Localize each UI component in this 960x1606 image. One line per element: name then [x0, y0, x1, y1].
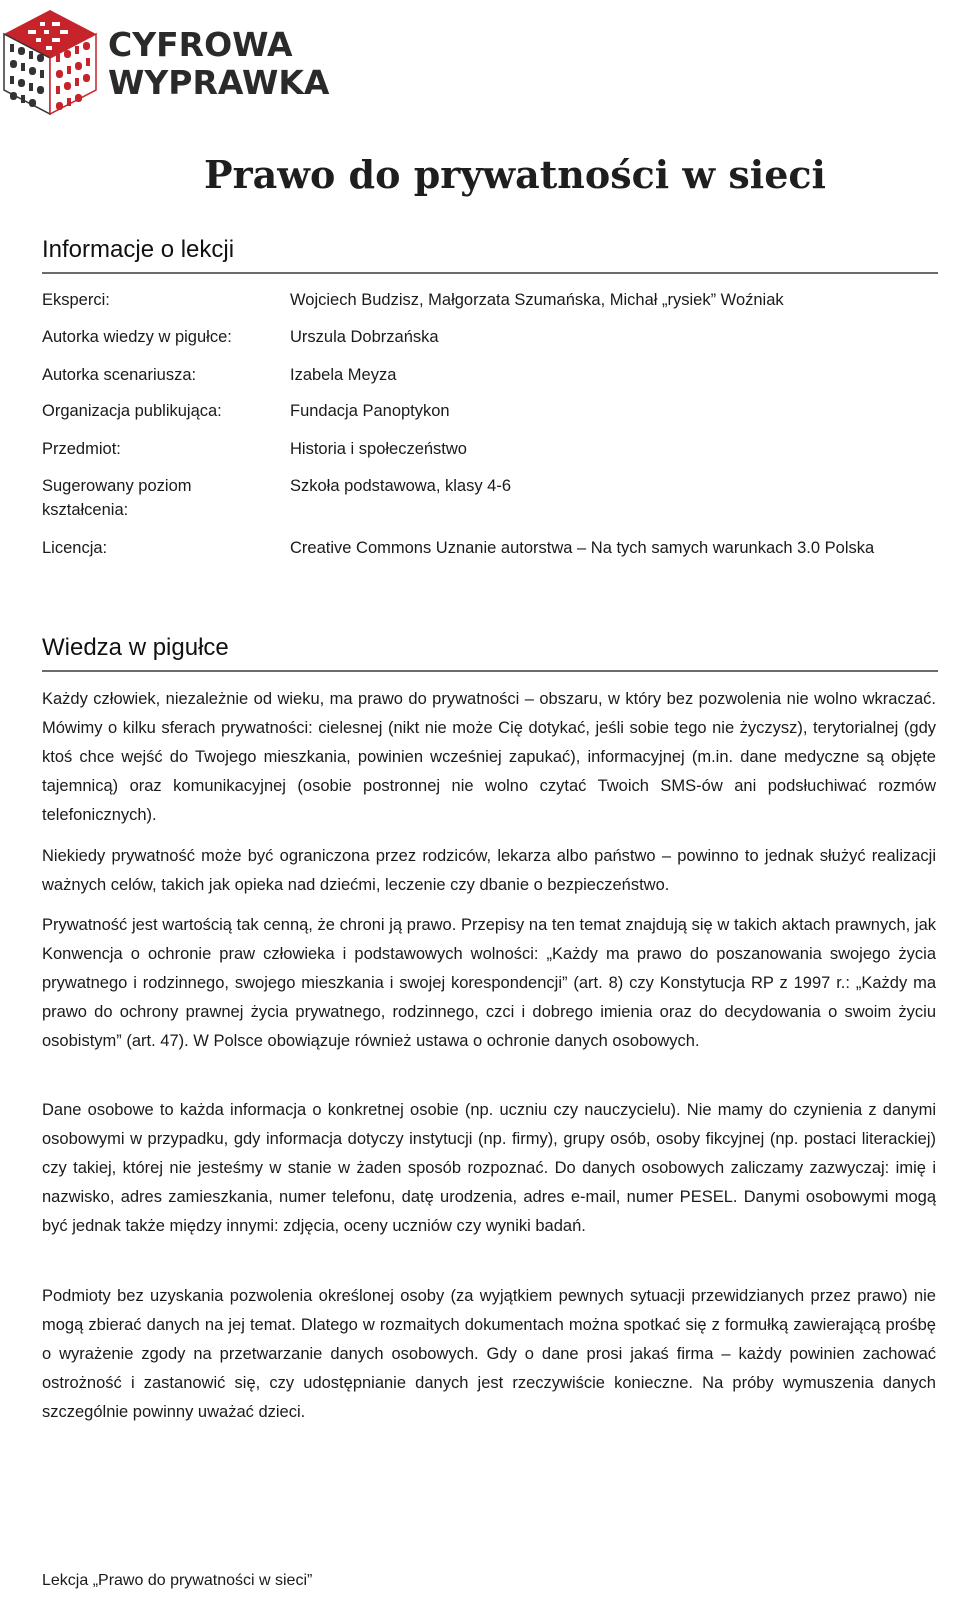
info-label: Autorka wiedzy w pigułce: — [42, 328, 232, 346]
info-label: Eksperci: — [42, 291, 110, 309]
logo-cube-icon — [0, 6, 100, 118]
info-value: Historia i społeczeństwo — [290, 440, 467, 458]
paragraph: Każdy człowiek, niezależnie od wieku, ma prawo do prywatności – obszaru, w który bez pozwolenia nie wolno wkraczać. Mówimy o kilku sferach prywatności: cielesnej (nikt nie może Cię dotykać, jeśli sobie tego nie życzysz), terytorialnej (gdy ktoś chce wejść do Twojego mieszkania, powinien wcześniej zapukać), informacyjnej (m.in. dane medyczne są objęte tajemnicą) oraz komunikacyjnej (osobie postronnej nie wolno czytać Twoich SMS-ów ani podsłuchiwać rozmów telefonicznych). — [42, 690, 936, 824]
page-footer: Lekcja „Prawo do prywatności w sieci” — [42, 1572, 313, 1589]
info-label: Autorka scenariusza: — [42, 366, 197, 384]
info-value: Wojciech Budzisz, Małgorzata Szumańska, Michał „rysiek” Woźniak — [290, 291, 784, 309]
info-label: Przedmiot: — [42, 440, 121, 458]
info-label: Sugerowany poziom kształcenia: — [42, 477, 192, 519]
info-value: Izabela Meyza — [290, 366, 397, 384]
page-title: Prawo do prywatności w sieci — [204, 152, 826, 197]
cyfrowa-wyprawka-logo — [0, 6, 330, 124]
info-value: Fundacja Panoptykon — [290, 402, 450, 420]
paragraph: Podmioty bez uzyskania pozwolenia określonej osoby (za wyjątkiem pewnych sytuacji przewidzianych przez prawo) nie mogą zbierać danych na jej temat. Dlatego w rozmaitych dokumentach można spotkać się z formułką zawierającą prośbę o wyrażenie zgody na przetwarzanie danych osobowych. Gdy o dane prosi jakaś firma – każdy powinien zachować ostrożność i zastanowić się, czy udostępnianie danych jest rzeczywiście konieczne. Na próby wymuszenia danych szczególnie powinny uważać dzieci. — [42, 1287, 936, 1421]
knowledge-section-heading: Wiedza w pigułce — [42, 634, 938, 672]
info-value: Szkoła podstawowa, klasy 4-6 — [290, 477, 512, 495]
logo-line-1: CYFROWA — [108, 25, 293, 64]
paragraph: Dane osobowe to każda informacja o konkretnej osobie (np. uczniu czy nauczycielu). Nie mamy do czynienia z danymi osobowymi w przypadku, gdy informacja dotyczy instytucji (np. firmy), grupy osób, osoby fikcyjnej (np. postaci literackiej) czy takiej, której nie jesteśmy w stanie w żaden sposób rozpoznać. Do danych osobowych zaliczamy zazwyczaj: imię i nazwisko, adres zamieszkania, numer telefonu, datę urodzenia, adres e-mail, numer PESEL. Danymi osobowymi mogą być jednak także między innymi: zdjęcia, oceny uczniów czy wyniki badań. — [42, 1101, 936, 1235]
info-label: Organizacja publikująca: — [42, 402, 222, 420]
info-value: Creative Commons Uznanie autorstwa – Na tych samych warunkach 3.0 Polska — [290, 539, 875, 557]
logo-line-2: WYPRAWKA — [108, 63, 330, 102]
paragraph: Niekiedy prywatność może być ograniczona przez rodziców, lekarza albo państwo – powinno to jednak służyć realizacji ważnych celów, takich jak opieka nad dziećmi, leczenie czy dbanie o bezpieczeństwo. — [42, 847, 936, 894]
info-value: Urszula Dobrzańska — [290, 328, 439, 346]
info-section-heading: Informacje o lekcji — [42, 236, 938, 274]
info-label: Licencja: — [42, 539, 108, 557]
paragraph: Prywatność jest wartością tak cenną, że chroni ją prawo. Przepisy na ten temat znajdują się w takich aktach prawnych, jak Konwencja o ochronie praw człowieka i podstawowych wolności: „Każdy ma prawo do poszanowania swojego życia prywatnego i rodzinnego, swojego mieszkania i swojej korespondencji” (art. 8) czy Konstytucja RP z 1997 r.: „Każdy ma prawo do ochrony prawnej życia prywatnego, rodzinnego, czci i dobrego imienia oraz do decydowania o swoim życiu osobistym” (art. 47). W Polsce obowiązuje również ustawa o ochronie danych osobowych. — [42, 916, 936, 1050]
